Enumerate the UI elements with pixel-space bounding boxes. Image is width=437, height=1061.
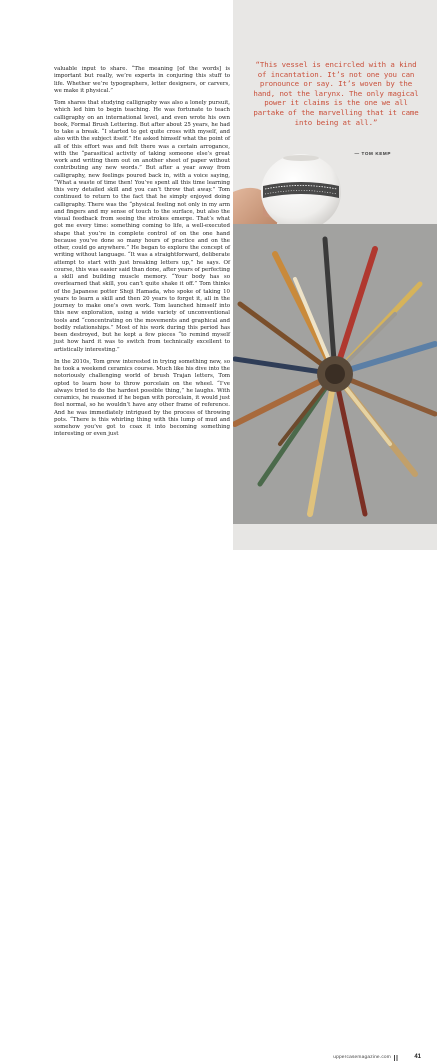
bars-icon — [394, 1055, 398, 1061]
page-footer — [0, 527, 437, 1060]
page-number: 41 — [414, 1054, 421, 1060]
article-paragraph: Tom shares that studying calligraphy was also a lonely pursuit, which led him to begin teaching. He was fortunate to teach calligraphy on an international level, and even wrote his own book, Formal Brush Lettering. But after about 25 years, he had to take a break. “I started to get quite cross with myself, and also with the subject itself.” He asked himself what the point of all of this effort was and felt there was a certain arrogance, with the “parasitical activity of taking someone else’s great work and writing them out on another sheet of paper without contributing any new words.” But after a year away from calligraphy, new feelings poured back in, with a voice saying, “What a waste of time then! You’ve spent all this time learning this very detailed skill and you can’t throw that away.” Tom continued to return to the fact that he simply enjoyed doing calligraphy. There was the “physical feeling not only in my arm and fingers and my sense of touch to the surface, but also the visual feedback from seeing the strokes emerge. That’s what got me every time: something coming to life, a well-executed shape that you’re in complete control of on the one hand because you’ve done so many hours of practice and on the other, could go anywhere.” He began to explore the concept of writing without language. “It was a straightforward, deliberate attempt to start with just breaking letters up,” he says. Of course, this was easier said than done, after years of perfecting a skill and building muscle memory. “Your body has so overlearned that skill, you can’t quite shake it off.” Tom thinks of the Japanese potter Shoji Hamada, who spoke of taking 10 years to learn a skill and then 20 years to forget it, all in the journey to make one’s own work. Tom launched himself into this new exploration, using a wide variety of unconventional tools and “concentrating on the movements and graphical and bodily relationships.” Most of his work during this period has been destroyed, but he kept a few pieces “to remind myself just how hard it was to switch from technically excellent to artistically interesting.” — [54, 100, 230, 353]
article-body — [54, 66, 230, 444]
website-url: uppercasemagazine.com — [333, 1055, 391, 1060]
brush-collection-photo — [233, 224, 437, 524]
article-paragraph: In the 2010s, Tom grew interested in trying something new, so he took a weekend ceramics course. Much like his dive into the notoriously challenging world of brush Trajan letters, Tom opted to learn how to throw porcelain on the wheel. “I’ve always tried to do the hardest possible thing,” he laughs. With ceramics, he reasoned if he began with porcelain, it would just feel normal, so he wouldn’t have any other frame of reference. And he was immediately intrigued by the process of throwing pots. “There is this whirling thing with this lump of mud and somehow you’ve got to coax it into becoming something interesting or even just — [54, 358, 230, 438]
article-paragraph: valuable input to share. “The meaning [of the words] is important but really, we’re experts in conjuring this stuff to life. Whether we’re typographers, letter designers, or carvers, we make it physical.” — [54, 66, 230, 94]
quote-attribution: — TOM KEMP — [354, 151, 391, 156]
pull-quote: “This vessel is encircled with a kind of incantation. It’s not one you can pronounce or say. It’s woven by the hand, not the larynx. The only magical power it claims is the one we all partake of the marvelling that it came into being at all.” — [253, 60, 419, 127]
porcelain-vessel-photo — [233, 140, 437, 230]
